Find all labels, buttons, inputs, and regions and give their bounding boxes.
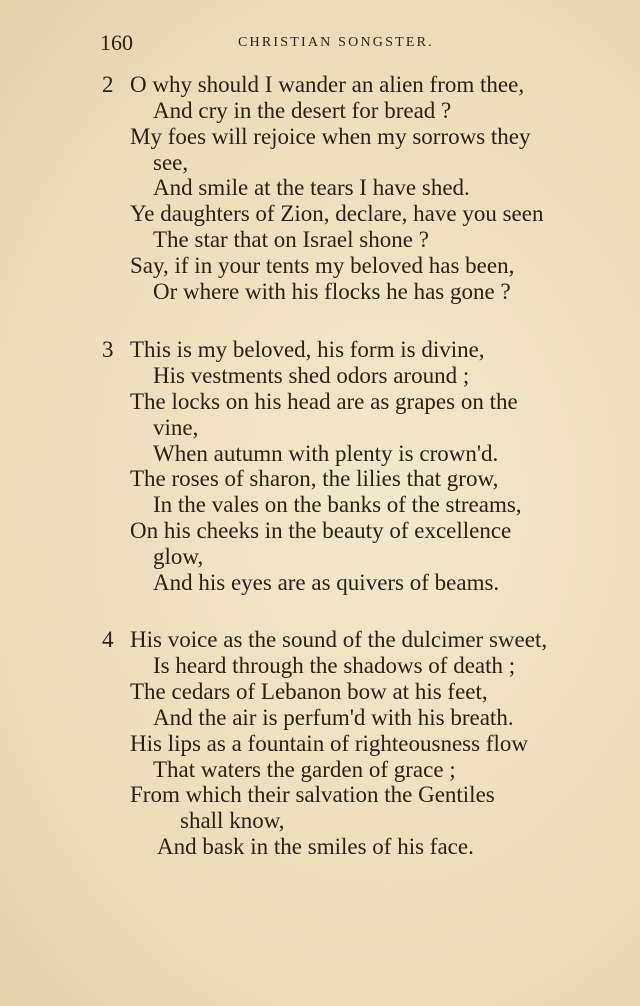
verse-4-line-8: shall know,: [180, 808, 285, 833]
verse-2-line-2: And cry in the desert for bread ?: [153, 98, 452, 123]
verse-2-line-1: O why should I wander an alien from thee,: [130, 72, 525, 97]
verse-2-line-8: Say, if in your tents my beloved has been,: [130, 253, 515, 278]
running-head: CHRISTIAN SONGSTER.: [238, 35, 434, 50]
verse-4-line-1: His voice as the sound of the dulcimer sweet,: [130, 627, 548, 652]
verse-3-line-3: The locks on his head are as grapes on the: [130, 389, 518, 414]
verse-2-line-7: The star that on Israel shone ?: [153, 227, 429, 252]
page-header: [100, 30, 620, 60]
verse-3-line-6: The roses of sharon, the lilies that grow,: [130, 466, 499, 491]
verse-3-line-5: When autumn with plenty is crown'd.: [153, 441, 499, 466]
verse-4-line-2: Is heard through the shadows of death ;: [153, 653, 516, 678]
verse-3-line-1: This is my beloved, his form is divine,: [130, 337, 485, 362]
verse-3-line-2: His vestments shed odors around ;: [153, 363, 470, 388]
verse-4-line-5: His lips as a fountain of righteousness flow: [130, 731, 528, 756]
verse-2-number: 2: [102, 72, 114, 97]
verse-4-line-9: And bask in the smiles of his face.: [157, 834, 474, 859]
page-number: 160: [100, 30, 133, 55]
verse-4-line-3: The cedars of Lebanon bow at his feet,: [130, 679, 488, 704]
verse-3-line-4: vine,: [153, 415, 199, 440]
verse-4-line-4: And the air is perfum'd with his breath.: [153, 705, 514, 730]
verse-2-line-9: Or where with his flocks he has gone ?: [153, 279, 511, 304]
verse-2-line-5: And smile at the tears I have shed.: [153, 175, 470, 200]
verse-3-line-10: And his eyes are as quivers of beams.: [153, 570, 500, 595]
verse-3-line-8: On his cheeks in the beauty of excellence: [130, 518, 512, 543]
verse-2-line-3: My foes will rejoice when my sorrows they: [130, 124, 531, 149]
verse-3-number: 3: [102, 337, 114, 362]
verse-4-line-7: From which their salvation the Gentiles: [130, 782, 495, 807]
verse-3-line-9: glow,: [153, 544, 204, 569]
verse-3-line-7: In the vales on the banks of the streams,: [153, 492, 522, 517]
verse-4-number: 4: [102, 627, 114, 652]
verse-2-line-6: Ye daughters of Zion, declare, have you seen: [130, 201, 544, 226]
verse-4-line-6: That waters the garden of grace ;: [153, 757, 456, 782]
verse-2-line-4: see,: [153, 150, 189, 175]
